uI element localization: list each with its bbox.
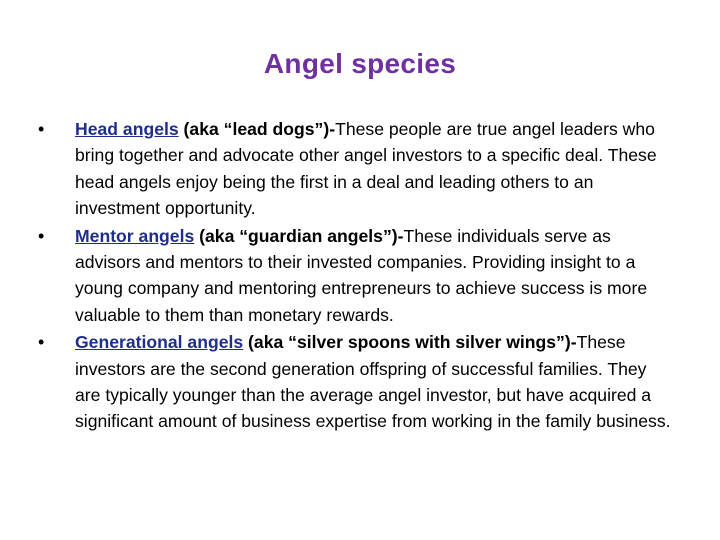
bullet-marker: • <box>38 332 45 353</box>
term-generational-angels: Generational angels <box>75 332 244 353</box>
aka-head-angels: (aka “lead dogs”)- <box>178 119 336 139</box>
bullet-item-head-angels <box>36 116 676 222</box>
bullet-item-mentor-angels <box>36 223 676 329</box>
bullet-list <box>36 116 676 436</box>
description-head-angels: These people are true angel leaders who bring together and advocate other angel investors to a specific deal. These head angels enjoy being the first in a deal and leading others to an investment opportunity. <box>75 119 657 219</box>
aka-mentor-angels: (aka “guardian angels”)- <box>194 225 404 246</box>
term-mentor-angels: Mentor angels <box>75 225 195 246</box>
description-generational-angels: These investors are the second generation offspring of successful families. They are typically younger than the average angel investor, but have acquired a significant amount of business expertise from working in the family business. <box>75 332 671 432</box>
bullet-marker: • <box>38 119 45 139</box>
description-mentor-angels: These individuals serve as advisors and mentors to their invested companies. Providing insight to a young company and mentoring entrepreneurs to achieve success is more valuable to them than monetary rewards. <box>75 225 648 325</box>
bullet-item-generational-angels <box>36 329 676 435</box>
bullet-marker: • <box>38 225 45 246</box>
aka-generational-angels: (aka “silver spoons with silver wings”)- <box>243 332 577 353</box>
term-head-angels: Head angels <box>75 119 179 139</box>
slide-title: Angel species <box>263 48 457 79</box>
